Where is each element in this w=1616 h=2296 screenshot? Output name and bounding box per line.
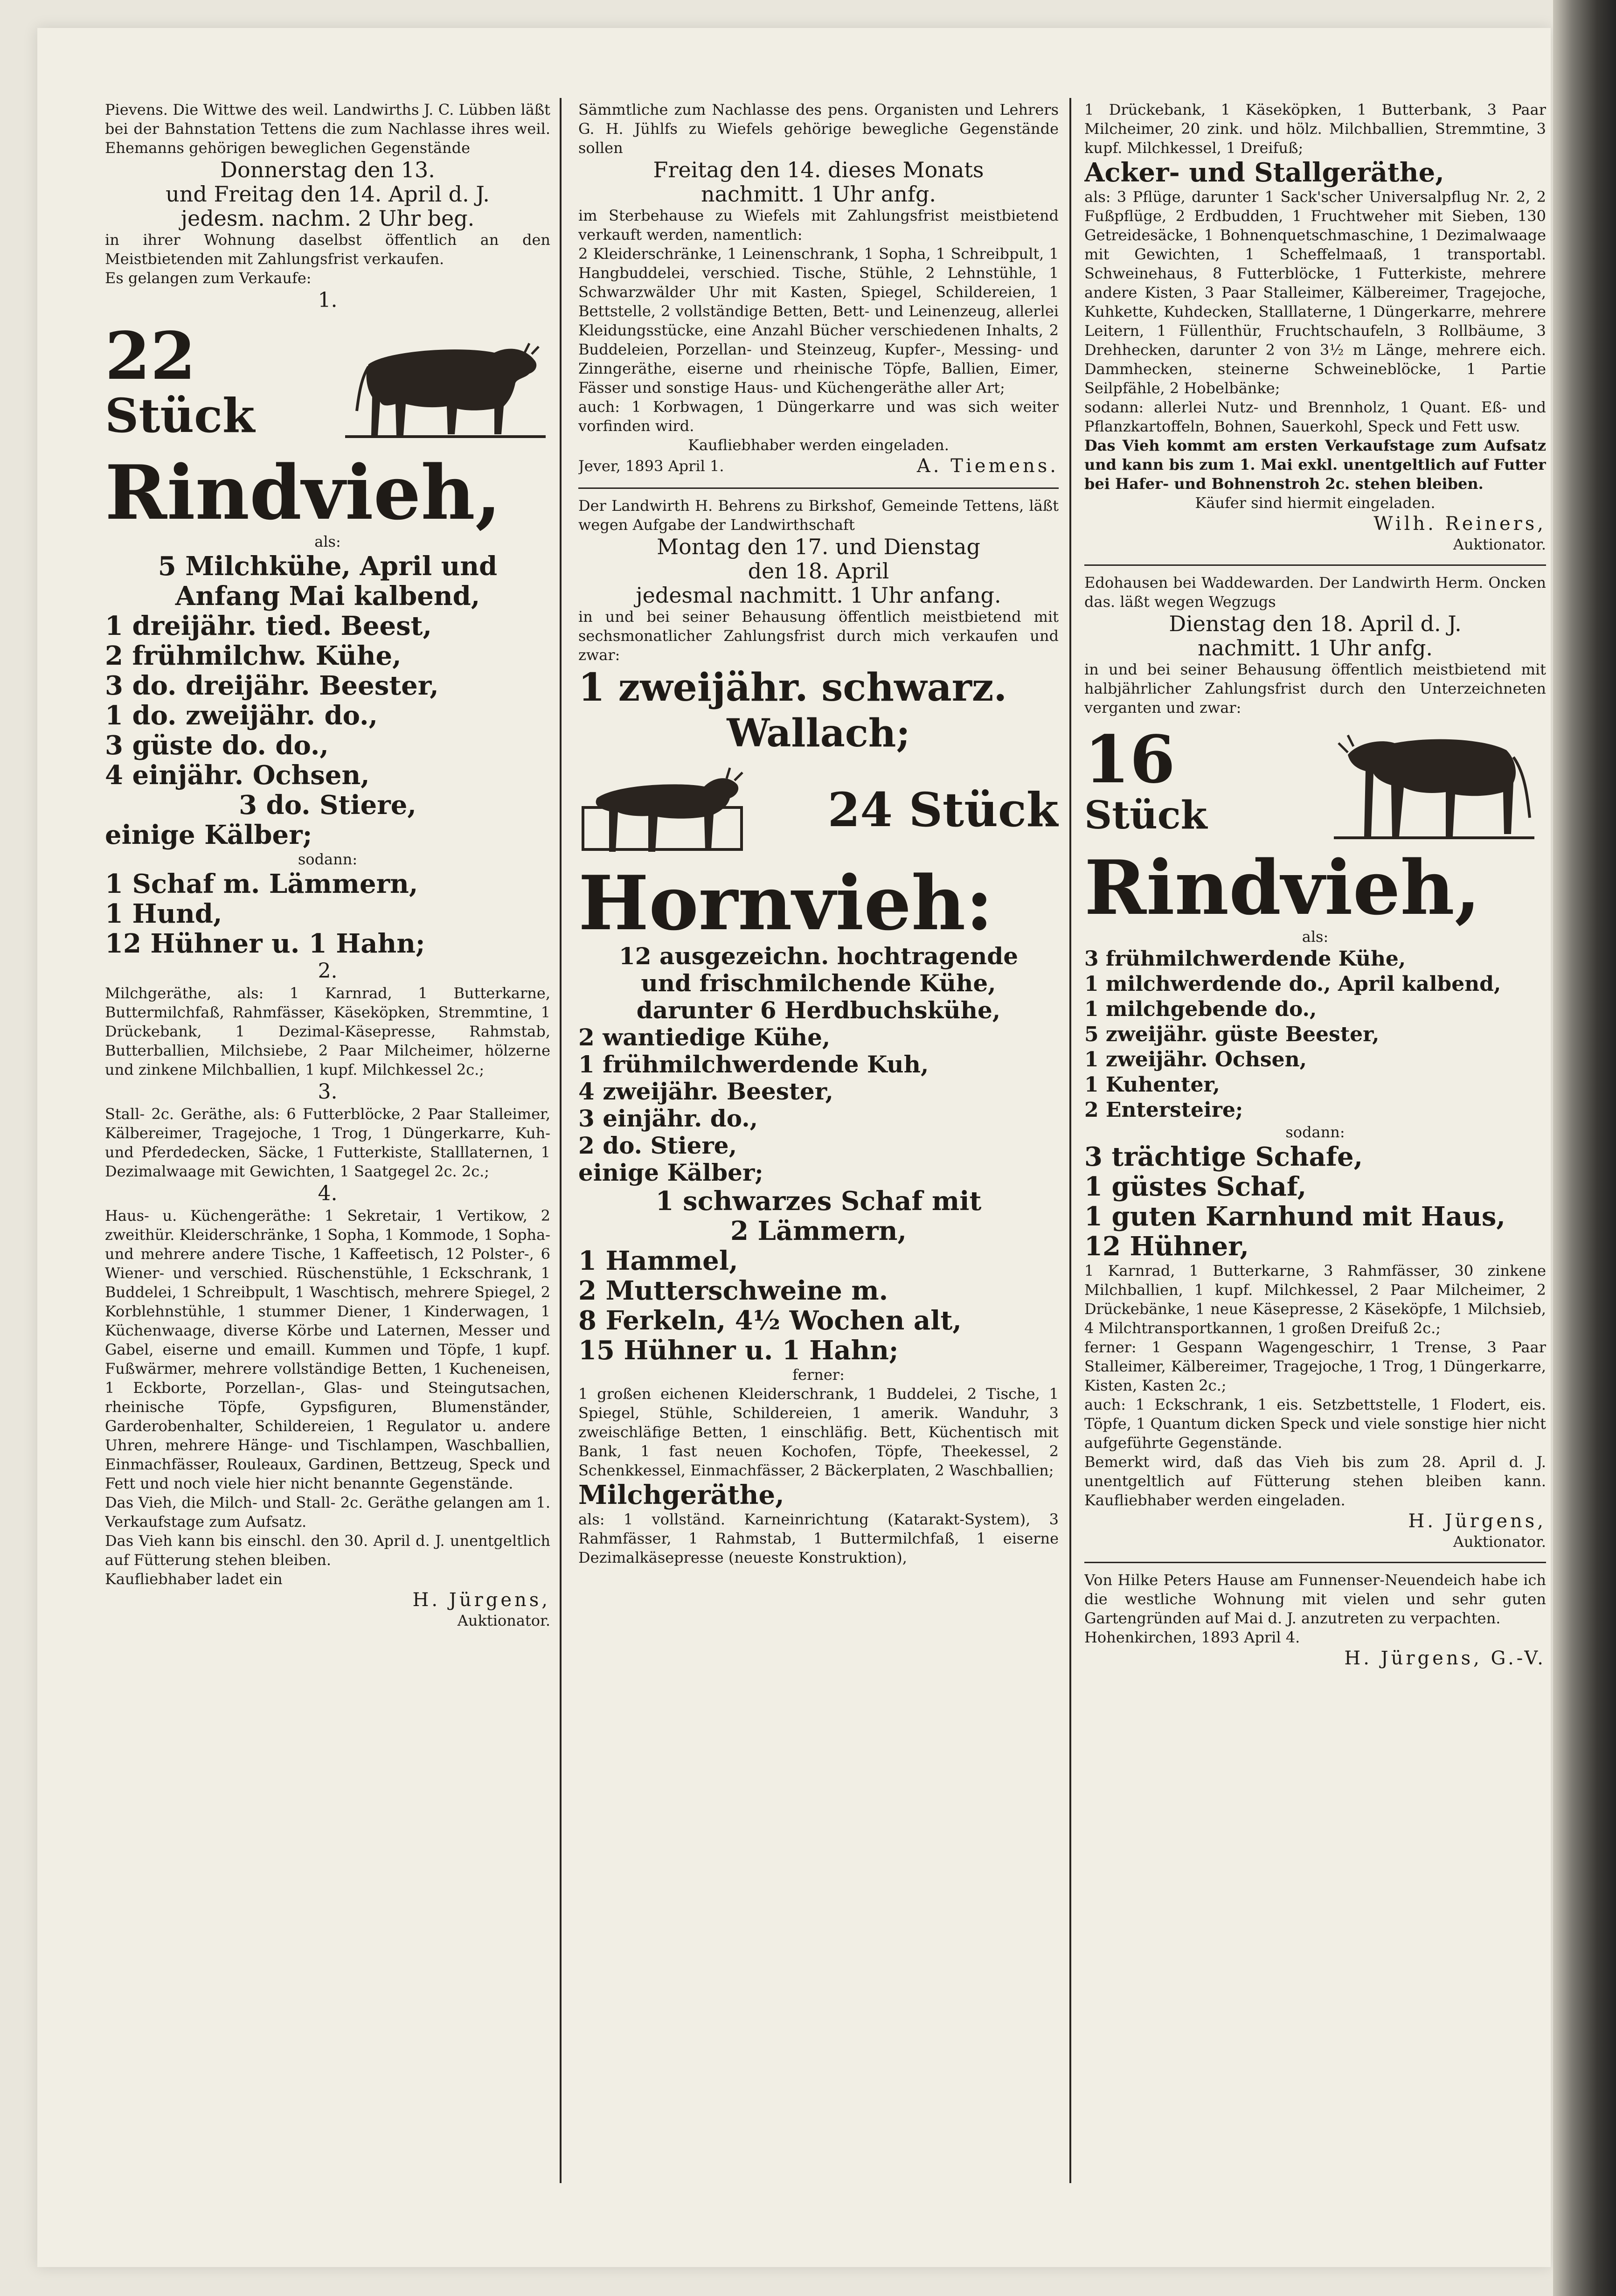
list-item: 5 Milchkühe, April und Anfang Mai kalbend, bbox=[158, 551, 498, 612]
ad-date: den 18. April bbox=[748, 558, 889, 584]
note: Das Vieh kann bis einschl. den 30. April d. J. unentgeltlich auf Fütterung stehen bleiben. bbox=[105, 1532, 550, 1569]
divider bbox=[578, 487, 1059, 489]
list-item: 1 dreijähr. tied. Beest, bbox=[105, 611, 432, 641]
stueck-label: Stück bbox=[105, 388, 255, 443]
ad-place: in und bei seiner Behausung öffentlich meistbietend mit sechsmonatlicher Zahlungsfrist durch mich verkaufen und zwar: bbox=[578, 608, 1059, 664]
list-item: 1 güstes Schaf, bbox=[1084, 1171, 1307, 1202]
divider bbox=[1084, 564, 1546, 566]
list-item: 15 Hühner u. 1 Hahn; bbox=[578, 1335, 899, 1366]
list-item: 3 do. dreijähr. Beester, bbox=[105, 670, 439, 701]
invite: Kaufliebhaber werden eingeladen. bbox=[688, 436, 949, 454]
place-date: Hohenkirchen, 1893 April 4. bbox=[1084, 1628, 1300, 1646]
list-item: 3 do. Stiere, bbox=[239, 790, 416, 821]
ad-time: nachmitt. 1 Uhr anfg. bbox=[700, 181, 936, 207]
animal-count: 22 bbox=[105, 318, 196, 395]
list-item: 4 zweijähr. Beester, bbox=[578, 1078, 833, 1105]
list-item: 3 trächtige Schafe, bbox=[1084, 1141, 1363, 1172]
milch-list: als: 1 vollständ. Karneinrichtung (Katarakt-System), 3 Rahmfässer, 1 Rahmstab, 1 Buttermilchfaß, 1 eiserne Dezimalkäsepresse (neueste Konstruktion), bbox=[578, 1510, 1059, 1566]
list-item: 1 guten Karnhund mit Haus, bbox=[1084, 1201, 1505, 1232]
list-item: 12 Hühner, bbox=[1084, 1231, 1249, 1262]
list-item: 5 zweijähr. güste Beester, bbox=[1084, 1023, 1380, 1046]
auctioneer-signature: Wilh. Reiners, bbox=[1373, 513, 1546, 535]
auch-list: auch: 1 Eckschrank, 1 eis. Setzbettstelle, 1 Flodert, eis. Töpfe, 1 Quantum dicken Speck und viele sonstige hier nicht aufgeführte Gegenstände. bbox=[1084, 1396, 1546, 1452]
ad-place: in ihrer Wohnung daselbst öffentlich an den Meistbietenden mit Zahlungsfrist verkaufen. bbox=[105, 231, 550, 268]
ad-date: Freitag den 14. dieses Monats bbox=[653, 157, 984, 182]
section-number: 2. bbox=[318, 959, 338, 983]
list-item: 2 Lämmern, bbox=[730, 1216, 907, 1246]
ad-sale-line: Es gelangen zum Verkaufe: bbox=[105, 269, 312, 287]
list-item: 1 milchwerdende do., April kalbend, bbox=[1084, 972, 1501, 996]
auctioneer-signature: H. Jürgens, bbox=[412, 1589, 550, 1611]
milch-list: Milchgeräthe, als: 1 Karnrad, 1 Butterkarne, Buttermilchfaß, Rahmfässer, Käseköpken, Stremmtine, 1 Drückebank, 1 Dezimal-Käsepresse, Rahmstab, Butterballien, Milchsiebe, 2 Paar Milcheimer, hölzerne und zinkene Milchballien, 1 kupf. Milchkessel 2c.; bbox=[105, 984, 550, 1078]
auctioneer-signature: A. Tiemens. bbox=[916, 455, 1059, 477]
headline-item: Wallach; bbox=[727, 711, 910, 756]
column-rule bbox=[560, 98, 562, 2183]
acker-heading: Acker- und Stallgeräthe, bbox=[1084, 157, 1444, 188]
section-number: 3. bbox=[318, 1080, 338, 1104]
section-number: 1. bbox=[318, 288, 338, 312]
page-edge-shadow bbox=[1553, 0, 1616, 2296]
auctioneer-signature: H. Jürgens, bbox=[1408, 1510, 1546, 1532]
milch-heading: Milchgeräthe, bbox=[578, 1480, 784, 1510]
vieh-note: Das Vieh kommt am ersten Verkaufstage zum Aufsatz und kann bis zum 1. Mai exkl. unentgeltlich auf Futter bei Hafer- und Bohnenstroh 2c. stehen bleiben. bbox=[1084, 437, 1546, 493]
list-item: 1 Schaf m. Lämmern, bbox=[105, 869, 418, 899]
ad-auch: auch: 1 Korbwagen, 1 Düngerkarre und was sich weiter vorfinden wird. bbox=[578, 398, 1059, 435]
date-sign-row bbox=[578, 455, 1059, 477]
list-item: einige Kälber; bbox=[105, 820, 312, 850]
cow-illustration bbox=[340, 313, 550, 453]
headline-title: Hornvieh: bbox=[578, 859, 993, 947]
headline-block bbox=[105, 313, 550, 453]
list-item: 1 milchgebende do., bbox=[1084, 997, 1317, 1021]
animal-count: 16 bbox=[1084, 722, 1175, 798]
ad-date: und Freitag den 14. April d. J. bbox=[166, 181, 490, 207]
list-item: 12 Hühner u. 1 Hahn; bbox=[105, 928, 425, 959]
ad-intro: Pievens. Die Wittwe des weil. Landwirths J. C. Lübben läßt bei der Bahnstation Tettens die zum Nachlasse ihres weil. Ehemanns gehörigen beweglichen Gegenstände bbox=[105, 101, 550, 157]
ad-place: im Sterbehause zu Wiefels mit Zahlungsfrist meistbietend verkauft werden, namentlich: bbox=[578, 207, 1059, 244]
list-item: 1 frühmilchwerdende Kuh, bbox=[578, 1051, 929, 1078]
list-item: einige Kälber; bbox=[578, 1159, 763, 1186]
ferner-label: ferner: bbox=[792, 1366, 845, 1384]
item-list: 2 Kleiderschränke, 1 Leinenschrank, 1 Sopha, 1 Schreibpult, 1 Hangbuddelei, verschied. Tische, Stühle, 2 Lehnstühle, 1 Schwarzwälder Uhr mit Kasten, Spiegel, Schildereien, 1 Bettstelle, 2 vollständige Betten, Bett- und Leinenzeug, allerlei Kleidungsstücke, eine Anzahl Bücher verschiedenen Inhalts, 2 Buddeleien, Porzellan- und Steinzeug, Kupfer-, Messing- und Zinngeräthe, eiserne und rheinische Töpfe, Ballien, Eimer, Fässer und sonstige Haus- und Küchengeräthe aller Art; bbox=[578, 245, 1059, 397]
cow-illustration bbox=[1322, 717, 1546, 848]
als-label: als: bbox=[1302, 928, 1329, 946]
stall-list: Stall- 2c. Geräthe, als: 6 Futterblöcke, 2 Paar Stalleimer, Kälbereimer, Tragejoche, 1 Trog, 1 Düngerkarre, Kuh- und Pferdedecken, Säcke, 1 Futterkiste, Stalllaternen, 1 Dezimalwaage mit Gewichten, 1 Saatgegel 2c. 2c.; bbox=[105, 1105, 550, 1180]
note: Bemerkt wird, daß das Vieh bis zum 28. April d. J. unentgeltlich auf Fütterung stehen bleiben kann. Kaufliebhaber werden eingeladen. bbox=[1084, 1453, 1546, 1509]
headline-block bbox=[1084, 717, 1546, 848]
headline-title: Rindvieh, bbox=[105, 449, 501, 536]
section-number: 4. bbox=[318, 1182, 338, 1205]
list-item: 2 frühmilchw. Kühe, bbox=[105, 640, 402, 671]
ad-date: Montag den 17. und Dienstag bbox=[657, 534, 980, 559]
ferner-list: ferner: 1 Gespann Wagengeschirr, 1 Trense, 3 Paar Stalleimer, Kälbereimer, Tragejoche, 1 Trog, 1 Düngerkarre, Kisten, Kasten 2c.; bbox=[1084, 1338, 1546, 1394]
furniture-list: 1 großen eichenen Kleiderschrank, 1 Buddelei, 2 Tische, 1 Spiegel, Stühle, Schildereien, 1 amerik. Wanduhr, 3 zweischläfige Betten, 1 einschläfig. Bett, Küchentisch mit Bank, 1 fast neuen Kochofen, Töpfe, Theekessel, 2 Schenkkessel, Einmachfässer, 2 Bäckerplaten, 2 Waschballien; bbox=[578, 1385, 1059, 1479]
ad-time: nachmitt. 1 Uhr anfg. bbox=[1197, 635, 1433, 661]
headline-item: 1 zweijähr. schwarz. bbox=[578, 665, 1007, 710]
list-item: 2 do. Stiere, bbox=[578, 1132, 737, 1159]
sodann-label: sodann: bbox=[298, 850, 358, 868]
ad-date: Dienstag den 18. April d. J. bbox=[1169, 611, 1462, 636]
headline-title: Rindvieh, bbox=[1084, 844, 1481, 932]
note: Kaufliebhaber ladet ein bbox=[105, 1570, 283, 1588]
sodann-label: sodann: bbox=[1285, 1123, 1345, 1141]
acker-list: als: 3 Pflüge, darunter 1 Sack'scher Universalpflug Nr. 2, 2 Fußpflüge, 2 Erdbudden, 1 Fruchtweher mit Sieben, 130 Getreidesäcke, 1 Bohnenquetschmaschine, 1 Dezimalwaage mit Gewichten, 1 Scheffelmaaß, 1 transportabl. Schweinehaus, 8 Futterblöcke, 1 Futterkiste, mehrere andere Kisten, 3 Paar Stalleimer, Kälbereimer, Tragejoche, Kuhkette, Kuhdecken, Stalllaterne, 1 Düngerkarre, mehrere Leitern, 1 Füllenthür, Fruchtschaufeln, 3 Rollbäume, 3 Drehhecken, darunter 2 von 3½ m Länge, mehrere eich. Dammhecken, steinerne Schweineblöcke, 1 Partie Seilpfähle, 2 Hobelbänke; bbox=[1084, 188, 1546, 397]
invite: Käufer sind hiermit eingeladen. bbox=[1195, 494, 1436, 512]
ad-place: in und bei seiner Behausung öffentlich meistbietend mit halbjährlicher Zahlungsfrist durch den Unterzeichneten verganten und zwar: bbox=[1084, 661, 1546, 717]
cow-illustration bbox=[578, 756, 746, 863]
cattle-list bbox=[105, 551, 550, 850]
list-item: darunter 6 Herdbuchskühe, bbox=[636, 996, 1001, 1024]
auctioneer-role: Auktionator. bbox=[1453, 1533, 1546, 1551]
list-item: 1 Hund, bbox=[105, 898, 222, 929]
list-item: 8 Ferkeln, 4½ Wochen alt, bbox=[578, 1305, 962, 1336]
list-item: 1 Kuhenter, bbox=[1084, 1073, 1220, 1097]
divider bbox=[1084, 1562, 1546, 1563]
cattle-list bbox=[578, 943, 1059, 1186]
list-item: 3 güste do. do., bbox=[105, 730, 329, 761]
ad-text: Von Hilke Peters Hause am Funnenser-Neuendeich habe ich die westliche Wohnung mit vielen und sehr guten Gartengründen auf Mai d. J. anzutreten zu verpachten. bbox=[1084, 1571, 1546, 1627]
list-item: 1 Hammel, bbox=[578, 1245, 738, 1276]
list-item: 1 schwarzes Schaf mit bbox=[655, 1186, 982, 1217]
haus-list: Haus- u. Küchengeräthe: 1 Sekretair, 1 Vertikow, 2 zweithür. Kleiderschränke, 1 Sopha, 1 Kommode, 1 Sopha- und mehrere andere Tische, 1 Kaffeetisch, 12 Polster-, 6 Wiener- und verschied. Rüschenstühle, 1 Eckschrank, 1 Buddelei, 1 Schreibpult, 1 Waschtisch, mehrere Spiegel, 2 Korblehnstühle, 1 stummer Diener, 1 Kinderwagen, 1 Küchenwaage, diverse Körbe und Laternen, Messer und Gabel, eiserne und emaill. Kummen und Töpfe, 1 kupf. Fußwärmer, mehrere vollständige Betten, 1 Kucheneisen, 1 Eckborte, Porzellan-, Glas- und Steingutsachen, rheinische Töpfe, Gypsfiguren, Blumenständer, Garderobenhalter, Schildereien, 1 Regulator u. andere Uhren, mehrere Hänge- und Tischlampen, Waschballien, Einmachfässer, Rouleaux, Gardinen, Bettzeug, Speck und Fett und noch viele hier nicht benannte Gegenstände. bbox=[105, 1207, 550, 1492]
list-item: 4 einjähr. Ochsen, bbox=[105, 760, 370, 791]
column-left bbox=[105, 100, 550, 1630]
column-middle bbox=[578, 100, 1059, 1567]
ad-intro: Sämmtliche zum Nachlasse des pens. Organisten und Lehrers G. H. Jühlfs zu Wiefels gehörige bewegliche Gegenstände sollen bbox=[578, 101, 1059, 157]
place-date: Jever, 1893 April 1. bbox=[578, 457, 724, 475]
column-rule bbox=[1069, 98, 1071, 2183]
list-item: 2 Entersteire; bbox=[1084, 1098, 1243, 1122]
list-item: 2 Mutterschweine m. bbox=[578, 1275, 888, 1306]
geraethe-list: 1 Karnrad, 1 Butterkarne, 3 Rahmfässer, 30 zinkene Milchballien, 1 kupf. Milchkessel, 2 Paar Milcheimer, 2 Drückebänke, 1 neue Käsepresse, 2 Käseköpfe, 1 Milchsieb, 4 Milchtransportkannen, 1 großen Dreifuß 2c.; bbox=[1084, 1262, 1546, 1337]
list-item: 2 wantiedige Kühe, bbox=[578, 1023, 831, 1051]
list-item: 1 zweijähr. Ochsen, bbox=[1084, 1048, 1307, 1071]
list-item: 3 frühmilchwerdende Kühe, bbox=[1084, 947, 1406, 971]
list-item: 12 ausgezeichn. hochtragende bbox=[618, 942, 1019, 970]
list-item: 1 do. zweijähr. do., bbox=[105, 700, 378, 731]
headline-count: 24 Stück bbox=[827, 782, 1059, 837]
ad-time: jedesm. nachm. 2 Uhr beg. bbox=[180, 206, 475, 231]
auctioneer-role: Auktionator. bbox=[1453, 536, 1546, 553]
ad-date: Donnerstag den 13. bbox=[220, 157, 435, 182]
ad-intro: Edohausen bei Waddewarden. Der Landwirth Herm. Oncken das. läßt wegen Wegzugs bbox=[1084, 574, 1546, 611]
auctioneer-signature: H. Jürgens, G.-V. bbox=[1344, 1648, 1546, 1669]
ad-time: jedesmal nachmitt. 1 Uhr anfang. bbox=[636, 583, 1001, 608]
note: Das Vieh, die Milch- und Stall- 2c. Geräthe gelangen am 1. Verkaufstage zum Aufsatz. bbox=[105, 1494, 550, 1531]
sodann-list: sodann: allerlei Nutz- und Brennholz, 1 Quant. Eß- und Pflanzkartoffeln, Bohnen, Sauerkohl, Speck und Fett usw. bbox=[1084, 398, 1546, 435]
auctioneer-role: Auktionator. bbox=[457, 1612, 550, 1629]
als-label: als: bbox=[314, 533, 341, 550]
list-item: und frischmilchende Kühe, bbox=[641, 969, 996, 997]
column-right bbox=[1084, 100, 1546, 1670]
item-list: 1 Drückebank, 1 Käseköpken, 1 Butterbank, 3 Paar Milcheimer, 20 zink. und hölz. Milchballien, Stremmtine, 3 kupf. Milchkessel, 1 Dreifuß; bbox=[1084, 101, 1546, 157]
stueck-label: Stück bbox=[1084, 793, 1207, 838]
ad-intro: Der Landwirth H. Behrens zu Birkshof, Gemeinde Tettens, läßt wegen Aufgabe der Landwirthschaft bbox=[578, 497, 1059, 534]
headline-block bbox=[578, 756, 1059, 863]
list-item: 3 einjähr. do., bbox=[578, 1105, 758, 1132]
